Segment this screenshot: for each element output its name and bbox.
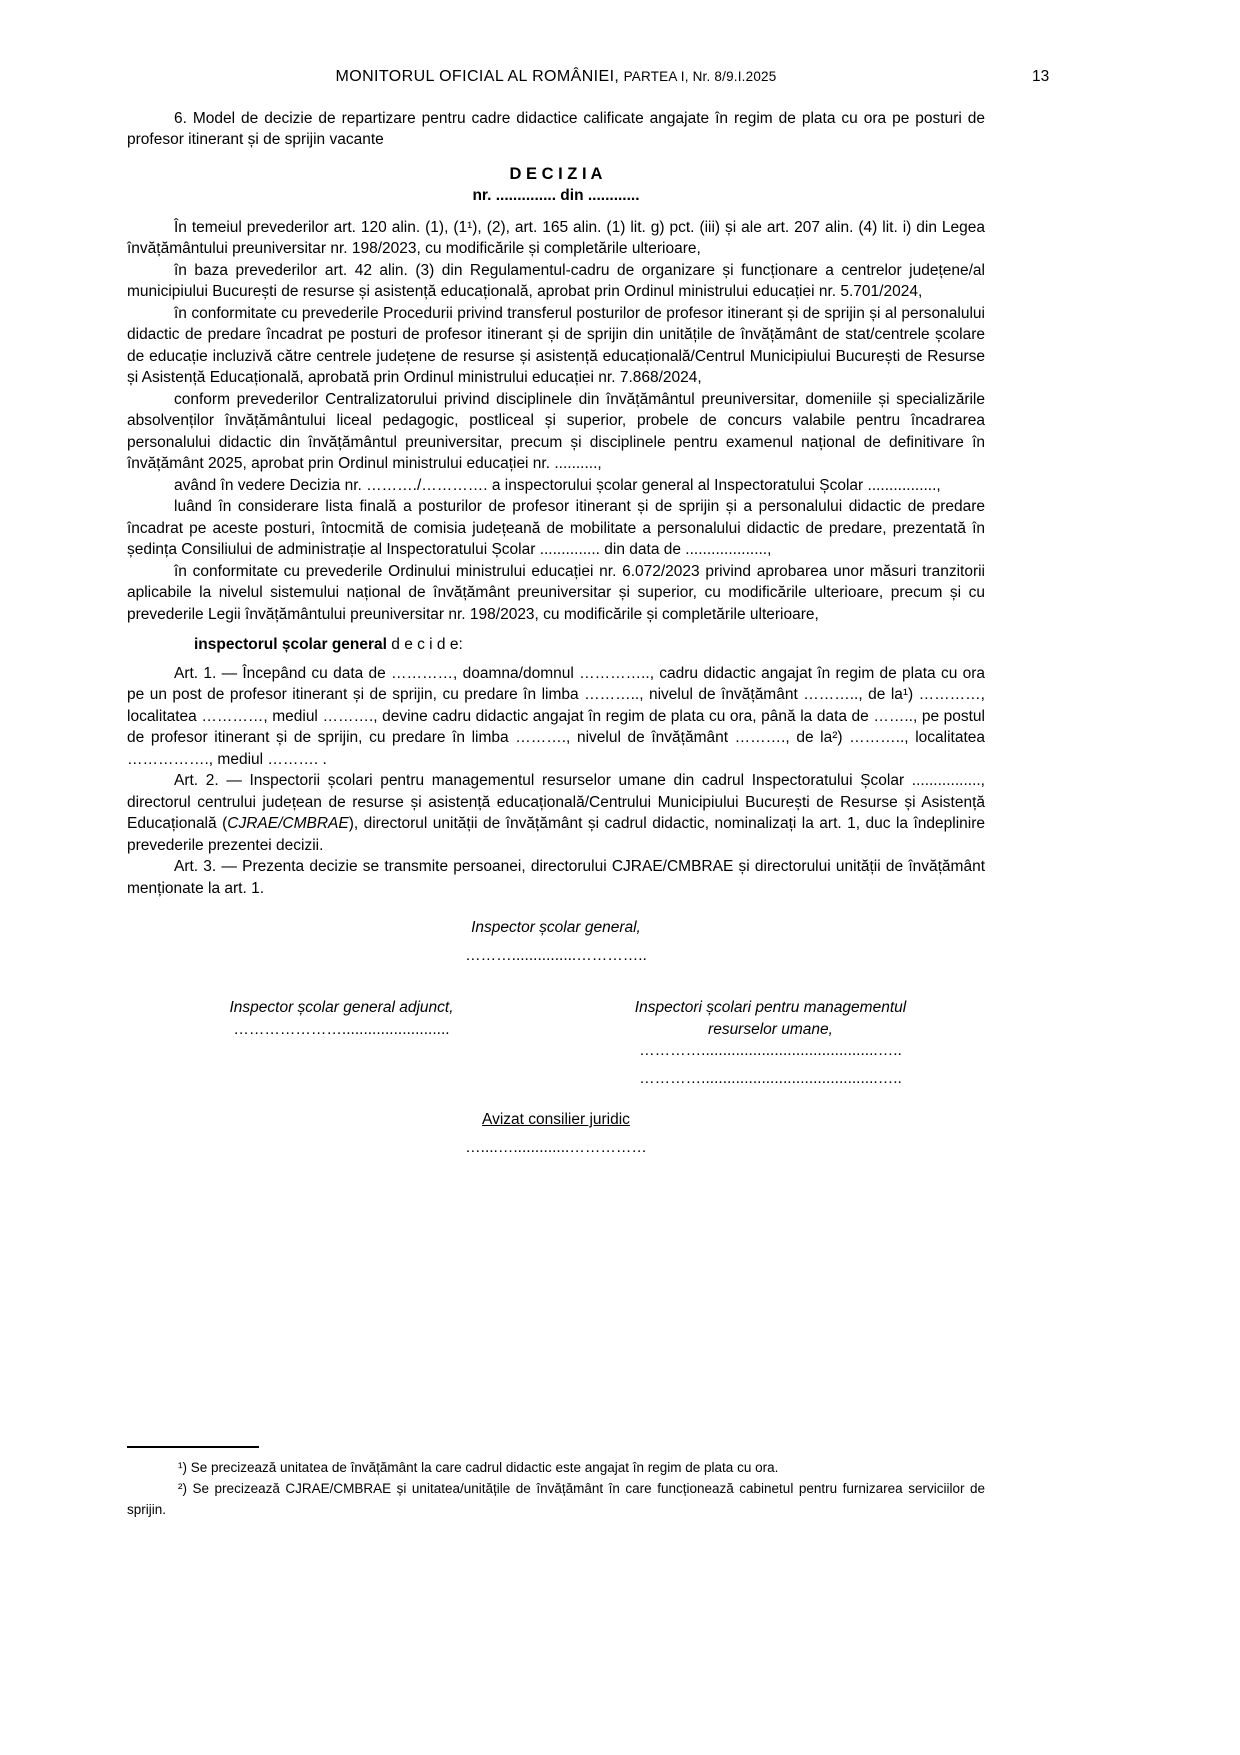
legal-approval-title: Avizat consilier juridic (482, 1111, 630, 1128)
articles (127, 663, 985, 900)
signature-columns (127, 997, 985, 1089)
article-2-text: ), directorul unității de învățământ și cadrul didactic, nominalizați la art. 1, duc la îndeplinire prevederile prezentei decizii. (127, 815, 986, 854)
decide-verb: d e c i d e: (386, 636, 463, 653)
page-number: 13 (1032, 68, 1050, 85)
decide-actor: inspectorul școlar general (194, 636, 387, 653)
article-2-abbreviation: CJRAE/CMBRAE (227, 815, 349, 832)
footnotes (127, 1446, 985, 1520)
page-header (127, 66, 985, 88)
signature-line-hr-1: ………….........................................….. (639, 1042, 902, 1059)
article-1: Art. 1. — Începând cu data de …………, doamna/domnul ………….., cadru didactic angajat în regim de plata cu ora pe un post de profesor itinerant și de sprijin, cu predare în limba ……….., nivelul de învățământ ……….., de la¹) …………, localitatea …………, mediul ………., devine cadru didactic angajat în regim de plata cu ora, până la data de …….., pe postul de profesor itinerant și de sprijin, cu predare în limba ………., nivelul de învățământ ………., de la²) ……….., localitatea ……………., mediul ………. . (127, 664, 985, 768)
preamble-paragraph: luând în considerare lista finală a posturilor de profesor itinerant și de sprijin și a personalului didactic de predare încadrat pe aceste posturi, întocmită de comisia județeană de mobilitate a personalului didactic de predare, prezentată în ședința Consiliului de administrație al Inspectoratului Școlar .............. din data de ..................., (127, 498, 985, 558)
decision-title: D E C I Z I A (509, 164, 603, 183)
model-intro-paragraph: 6. Model de decizie de repartizare pentru cadre didactice calificate angajate în regim de plata cu ora pe posturi de profesor itinerant și de sprijin vacante (127, 109, 985, 148)
article-2 (127, 770, 985, 856)
signature-title-adjunct: Inspector școlar general adjunct, (229, 999, 454, 1016)
preamble-paragraph: în baza prevederilor art. 42 alin. (3) din Regulamentul-cadru de organizare și funcționare a centrelor județene/al municipiului București de resurse și asistență educațională, aprobat prin Ordinul ministrului educației nr. 5.701/2024, (127, 261, 985, 300)
journal-title: MONITORUL OFICIAL AL ROMÂNIEI, (335, 68, 620, 85)
preamble-paragraph: în conformitate cu prevederile Ordinului ministrului educației nr. 6.072/2023 privind aprobarea unor măsuri tranzitorii aplicabile la nivelul sistemului național de învățământ preuniversitar și superior, cu modificările ulterioare, precum și cu prevederile Legii învățământului preuniversitar nr. 198/2023, cu modificările și completările ulterioare, (127, 562, 985, 623)
signature-block (127, 917, 985, 1158)
article-3: Art. 3. — Prezenta decizie se transmite persoanei, directorului CJRAE/CMBRAE și directorului unității de învățământ menționate la art. 1. (127, 858, 985, 897)
footnote-1: ¹) Se precizează unitatea de învățământ la care cadrul didactic este angajat în regim de plata cu ora. (178, 1460, 779, 1475)
document-page (127, 0, 985, 1158)
signature-line-general: ………...............………….. (465, 946, 647, 964)
decision-number-line: nr. .............. din ............ (472, 187, 640, 204)
journal-issue: PARTEA I, Nr. 8/9.I.2025 (623, 69, 777, 84)
article-2-text: Art. 2. — Inspectorii școlari pentru managementul resurselor umane din cadrul Inspectoratului Școlar ................, directorul centrului județean de resurse și asistență educațională/Centrului Municipiului București de Resurse și Asistență Educațională ( (127, 772, 985, 832)
signature-title-hr-line1: Inspectori școlari pentru managementul (634, 999, 907, 1016)
footnote-2: ²) Se precizează CJRAE/CMBRAE și unitatea/unitățile de învățământ în care funcționează cabinetul pentru furnizarea serviciilor de sprijin. (127, 1481, 985, 1517)
legal-approval-line: …....….............…………… (465, 1138, 647, 1156)
signature-column-hr-inspectors (556, 997, 985, 1089)
signature-column-adjunct (127, 997, 556, 1089)
legal-approval (127, 1109, 985, 1158)
signature-title-hr-line2: resurselor umane, (708, 1020, 833, 1038)
decide-line (127, 634, 985, 656)
preamble-paragraph: în conformitate cu prevederile Procedurii privind transferul posturilor de profesor itinerant și de sprijin și al personalului didactic de predare încadrat pe posturi de profesor itinerant și de sprijin din unitățile de învățământ de stat/centrele școlare de educație incluzivă către centrele județene de resurse și asistență educațională/Centrul Municipiului București de Resurse și Asistență Educațională, aprobată prin Ordinul ministrului educației nr. 7.868/2024, (127, 304, 985, 386)
footnote-divider (127, 1446, 259, 1448)
signature-title-general: Inspector școlar general, (471, 919, 641, 936)
signature-line-hr-2: ………….........................................….. (639, 1069, 902, 1087)
preamble-paragraph: În temeiul prevederilor art. 120 alin. (1), (1¹), (2), art. 165 alin. (1) lit. g) pct. (iii) și ale art. 207 alin. (4) lit. i) din Legea învățământului preuniversitar nr. 198/2023, cu modificările și completările ulterioare, (127, 218, 985, 257)
preamble-paragraph: conform prevederilor Centralizatorului privind disciplinele din învățământul preuniversitar, domeniile și specializările absolvenților învățământului liceal pedagogic, postliceal și superior, probele de concurs valabile pentru încadrarea personalului didactic din învățământul preuniversitar, precum și disciplinele pentru examenul național de definitivare în învățământ 2025, aprobat prin Ordinul ministrului educației nr. .........., (127, 390, 985, 472)
preamble-paragraph: având în vedere Decizia nr. ………./…………. a inspectorului școlar general al Inspectoratului Școlar ................, (174, 476, 941, 494)
signature-line-adjunct: …………………......................... (233, 1020, 450, 1038)
preamble (127, 217, 985, 626)
